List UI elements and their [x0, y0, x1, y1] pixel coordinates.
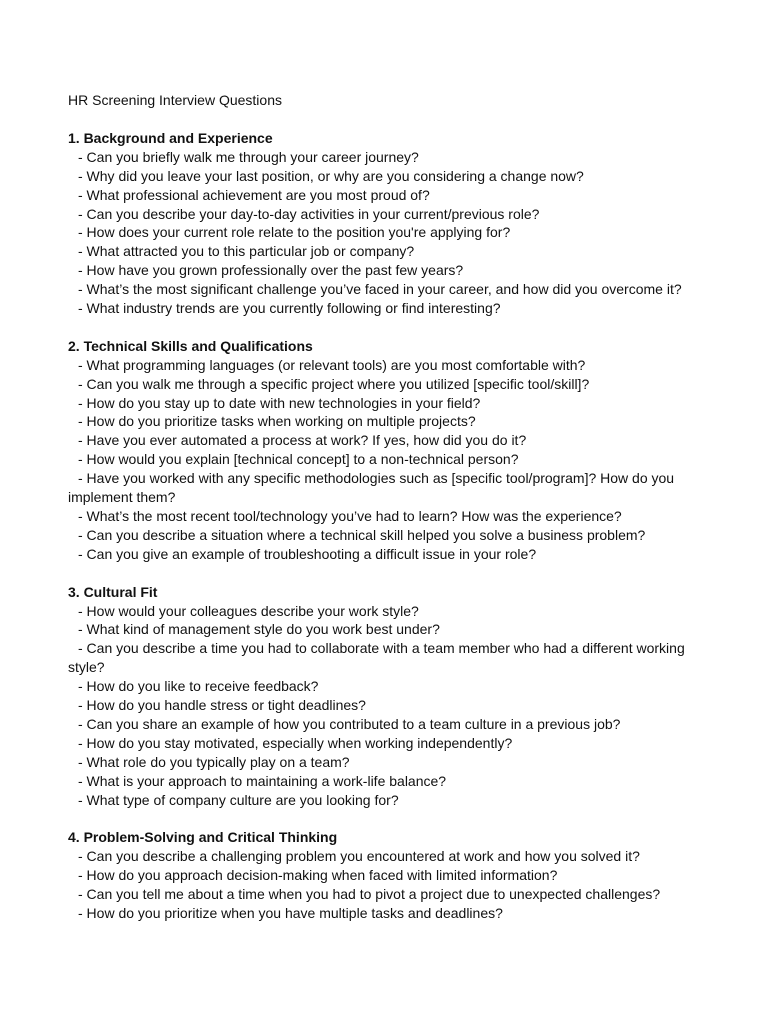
question-item — [68, 431, 708, 450]
question-item — [68, 639, 708, 677]
question-text: - What type of company culture are you looking for? — [78, 791, 399, 808]
question-text: - How does your current role relate to the position you're applying for? — [78, 224, 511, 241]
question-text: - How do you stay up to date with new technologies in your field? — [78, 394, 481, 411]
question-text: - What’s the most significant challenge you’ve faced in your career, and how did you overcome it? — [78, 281, 682, 298]
question-text: - Can you share an example of how you contributed to a team culture in a previous job? — [78, 715, 621, 732]
section-2 — [68, 337, 708, 564]
document-page — [68, 91, 708, 942]
question-text: - How do you stay motivated, especially when working independently? — [78, 734, 513, 751]
question-item — [68, 205, 708, 224]
question-text: - What role do you typically play on a team? — [78, 753, 350, 770]
question-text: - How do you approach decision-making when faced with limited information? — [78, 867, 558, 884]
question-item — [68, 469, 708, 507]
question-item — [68, 753, 708, 772]
question-text: - What professional achievement are you most proud of? — [78, 186, 430, 203]
question-item — [68, 242, 708, 261]
question-text: - Have you worked with any specific methodologies such as [specific tool/program]? How do you implement them? — [68, 470, 675, 506]
question-text: - How do you like to receive feedback? — [78, 678, 319, 695]
document-title: HR Screening Interview Questions — [68, 92, 282, 108]
question-text: - What programming languages (or relevant tools) are you most comfortable with? — [78, 356, 586, 373]
section-1 — [68, 129, 708, 318]
question-text: - How do you handle stress or tight deadlines? — [78, 697, 366, 714]
section-heading: 4. Problem-Solving and Critical Thinking — [68, 829, 338, 846]
question-text: - Can you tell me about a time when you had to pivot a project due to unexpected challenges? — [78, 886, 661, 903]
question-text: - Can you describe a challenging problem you encountered at work and how you solved it? — [78, 848, 640, 865]
question-item — [68, 545, 708, 564]
question-item — [68, 280, 708, 299]
question-text: - How do you prioritize when you have multiple tasks and deadlines? — [78, 905, 503, 922]
question-text: - Have you ever automated a process at work? If yes, how did you do it? — [78, 432, 527, 449]
question-text: - Can you describe a time you had to collaborate with a team member who had a different working style? — [68, 640, 685, 676]
question-text: - How have you grown professionally over the past few years? — [78, 262, 464, 279]
question-text: - Can you briefly walk me through your career journey? — [78, 148, 419, 165]
question-text: - Why did you leave your last position, or why are you considering a change now? — [78, 167, 584, 184]
question-item — [68, 223, 708, 242]
question-item — [68, 847, 708, 866]
question-item — [68, 904, 708, 923]
question-text: - How do you prioritize tasks when working on multiple projects? — [78, 413, 476, 430]
question-item — [68, 715, 708, 734]
question-text: - Can you walk me through a specific project where you utilized [specific tool/skill]? — [78, 375, 590, 392]
sections-container — [68, 129, 708, 923]
question-item — [68, 261, 708, 280]
question-item — [68, 677, 708, 696]
question-item — [68, 866, 708, 885]
question-text: - What’s the most recent tool/technology you’ve had to learn? How was the experience? — [78, 508, 622, 525]
question-item — [68, 167, 708, 186]
question-item — [68, 791, 708, 810]
question-text: - How would your colleagues describe your work style? — [78, 602, 419, 619]
question-item — [68, 602, 708, 621]
question-item — [68, 450, 708, 469]
section-3 — [68, 583, 708, 810]
question-text: - Can you describe your day-to-day activities in your current/previous role? — [78, 205, 540, 222]
question-item — [68, 299, 708, 318]
question-item — [68, 526, 708, 545]
question-item — [68, 394, 708, 413]
question-item — [68, 356, 708, 375]
section-heading: 2. Technical Skills and Qualifications — [68, 337, 313, 354]
question-item — [68, 375, 708, 394]
question-text: - How would you explain [technical concept] to a non-technical person? — [78, 451, 519, 468]
question-item — [68, 412, 708, 431]
question-text: - What is your approach to maintaining a work-life balance? — [78, 772, 447, 789]
question-item — [68, 620, 708, 639]
section-4 — [68, 828, 708, 923]
question-item — [68, 885, 708, 904]
question-text: - What attracted you to this particular job or company? — [78, 243, 415, 260]
question-text: - Can you give an example of troubleshooting a difficult issue in your role? — [78, 545, 537, 562]
question-text: - What kind of management style do you work best under? — [78, 621, 440, 638]
question-text: - What industry trends are you currently following or find interesting? — [78, 300, 501, 317]
question-item — [68, 186, 708, 205]
question-text: - Can you describe a situation where a technical skill helped you solve a business problem? — [78, 526, 646, 543]
question-item — [68, 507, 708, 526]
question-item — [68, 696, 708, 715]
question-item — [68, 772, 708, 791]
question-item — [68, 148, 708, 167]
section-heading: 1. Background and Experience — [68, 129, 273, 146]
question-item — [68, 734, 708, 753]
section-heading: 3. Cultural Fit — [68, 583, 158, 600]
